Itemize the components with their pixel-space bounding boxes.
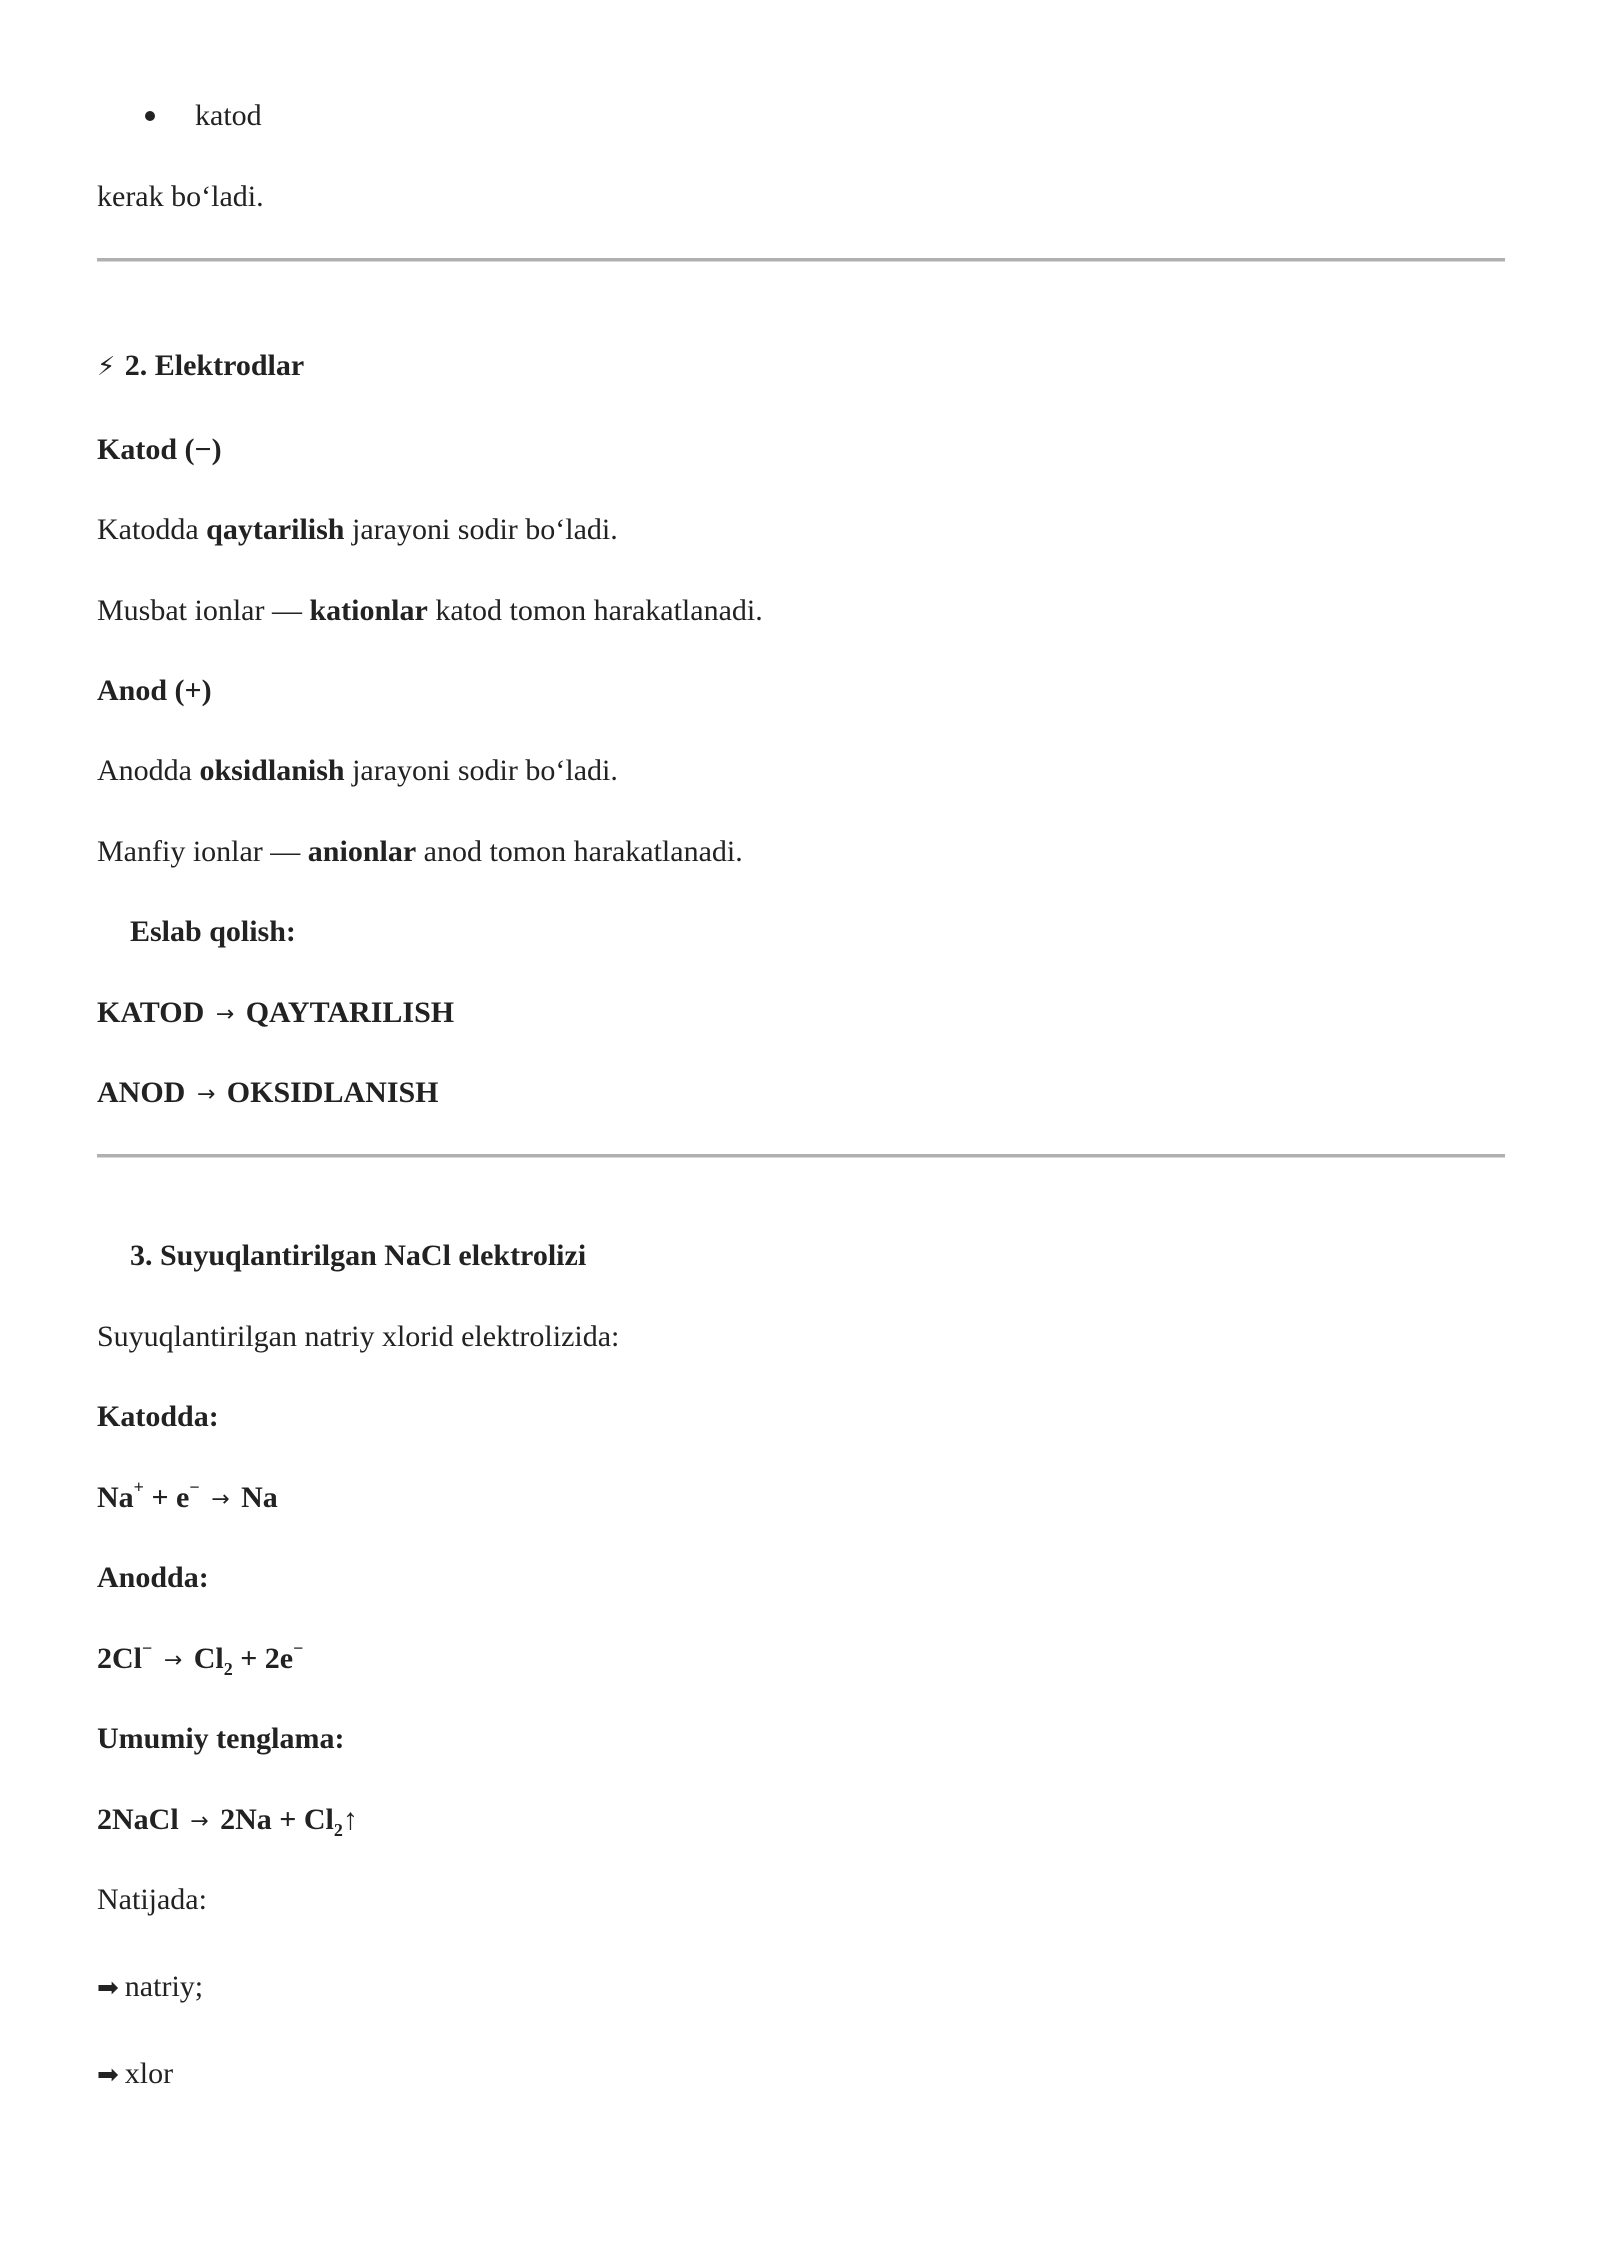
result-label: Natijada: xyxy=(97,1883,207,1916)
paragraph-kerak: kerak bo‘ladi. xyxy=(97,180,264,213)
anodda-label: Anodda: xyxy=(97,1561,209,1594)
katod-heading: Katod (−) xyxy=(97,433,222,466)
bold-term: anionlar xyxy=(307,835,417,868)
arrow-right-icon: → xyxy=(215,1002,235,1027)
arrow-right-icon: → xyxy=(163,1648,183,1673)
katod-line-2 xyxy=(97,591,763,631)
rule-right: OKSIDLANISH xyxy=(226,1076,439,1109)
arrow-right-icon: → xyxy=(196,1082,216,1107)
text-run: katod tomon harakatlanadi. xyxy=(427,594,763,627)
total-label: Umumiy tenglama: xyxy=(97,1722,345,1755)
eq-superscript: + xyxy=(133,1477,144,1498)
eq-superscript: − xyxy=(293,1638,304,1659)
bullet-item-katod xyxy=(145,96,262,136)
eq-term: Cl xyxy=(193,1642,224,1675)
bold-term: qaytarilish xyxy=(206,513,345,546)
rule-katod-qaytarilish xyxy=(97,993,454,1033)
equation-katod xyxy=(97,1478,278,1518)
arrow-right-icon: → xyxy=(190,1809,209,1834)
bullet-text: katod xyxy=(195,99,262,132)
text-run: Manfiy ionlar — xyxy=(97,835,308,868)
eq-superscript: − xyxy=(142,1638,153,1659)
result-text: natriy; xyxy=(124,1970,204,2003)
anod-line-2 xyxy=(97,832,743,872)
bold-term: oksidlanish xyxy=(199,754,345,787)
lightning-icon: ⚡ xyxy=(97,352,116,382)
rule-right: QAYTARILISH xyxy=(245,996,455,1029)
eq-subscript: 2 xyxy=(223,1659,233,1679)
bold-term: kationlar xyxy=(309,594,428,627)
eq-term: 2Na + Cl xyxy=(220,1803,334,1836)
arrow-right-icon: → xyxy=(211,1487,230,1512)
eq-term: + 2e xyxy=(232,1642,294,1675)
section-heading-elektrodlar xyxy=(97,346,304,386)
eq-term: 2NaCl xyxy=(97,1803,179,1836)
section-title: 2. Elektrodlar xyxy=(124,349,305,382)
section3-intro: Suyuqlantirilgan natriy xlorid elektrolizida: xyxy=(97,1320,620,1353)
section-heading-nacl: 3. Suyuqlantirilgan NaCl elektrolizi xyxy=(130,1239,587,1272)
anod-line-1 xyxy=(97,751,618,791)
result-item xyxy=(97,2054,173,2094)
eq-term: + e xyxy=(143,1481,190,1514)
text-run: Anodda xyxy=(97,754,200,787)
anod-heading: Anod (+) xyxy=(97,674,212,707)
katod-line-1 xyxy=(97,510,618,550)
eq-term: 2Cl xyxy=(97,1642,142,1675)
result-text: xlor xyxy=(124,2057,174,2090)
text-run: jarayoni sodir bo‘ladi. xyxy=(344,513,618,546)
rule-anod-oksidlanish xyxy=(97,1073,439,1113)
result-item xyxy=(97,1967,203,2007)
rule-left: KATOD xyxy=(97,996,205,1029)
equation-total xyxy=(97,1800,358,1840)
right-arrow-icon: ➡ xyxy=(97,1973,119,2003)
eq-term: Na xyxy=(241,1481,278,1514)
katodda-label: Katodda: xyxy=(97,1400,219,1433)
bullet-dot xyxy=(145,111,155,121)
horizontal-rule xyxy=(97,1154,1505,1158)
rule-left: ANOD xyxy=(97,1076,186,1109)
eq-subscript: 2 xyxy=(333,1820,343,1840)
text-run: jarayoni sodir bo‘ladi. xyxy=(344,754,618,787)
eq-term: Na xyxy=(97,1481,134,1514)
text-run: Musbat ionlar — xyxy=(97,594,310,627)
remember-heading: Eslab qolish: xyxy=(130,915,296,948)
equation-anod xyxy=(97,1639,303,1679)
arrow-up-icon: ↑ xyxy=(342,1803,358,1836)
text-run: Katodda xyxy=(97,513,207,546)
eq-superscript: − xyxy=(189,1477,200,1498)
text-run: anod tomon harakatlanadi. xyxy=(416,835,743,868)
horizontal-rule xyxy=(97,258,1505,262)
right-arrow-icon: ➡ xyxy=(97,2060,119,2090)
